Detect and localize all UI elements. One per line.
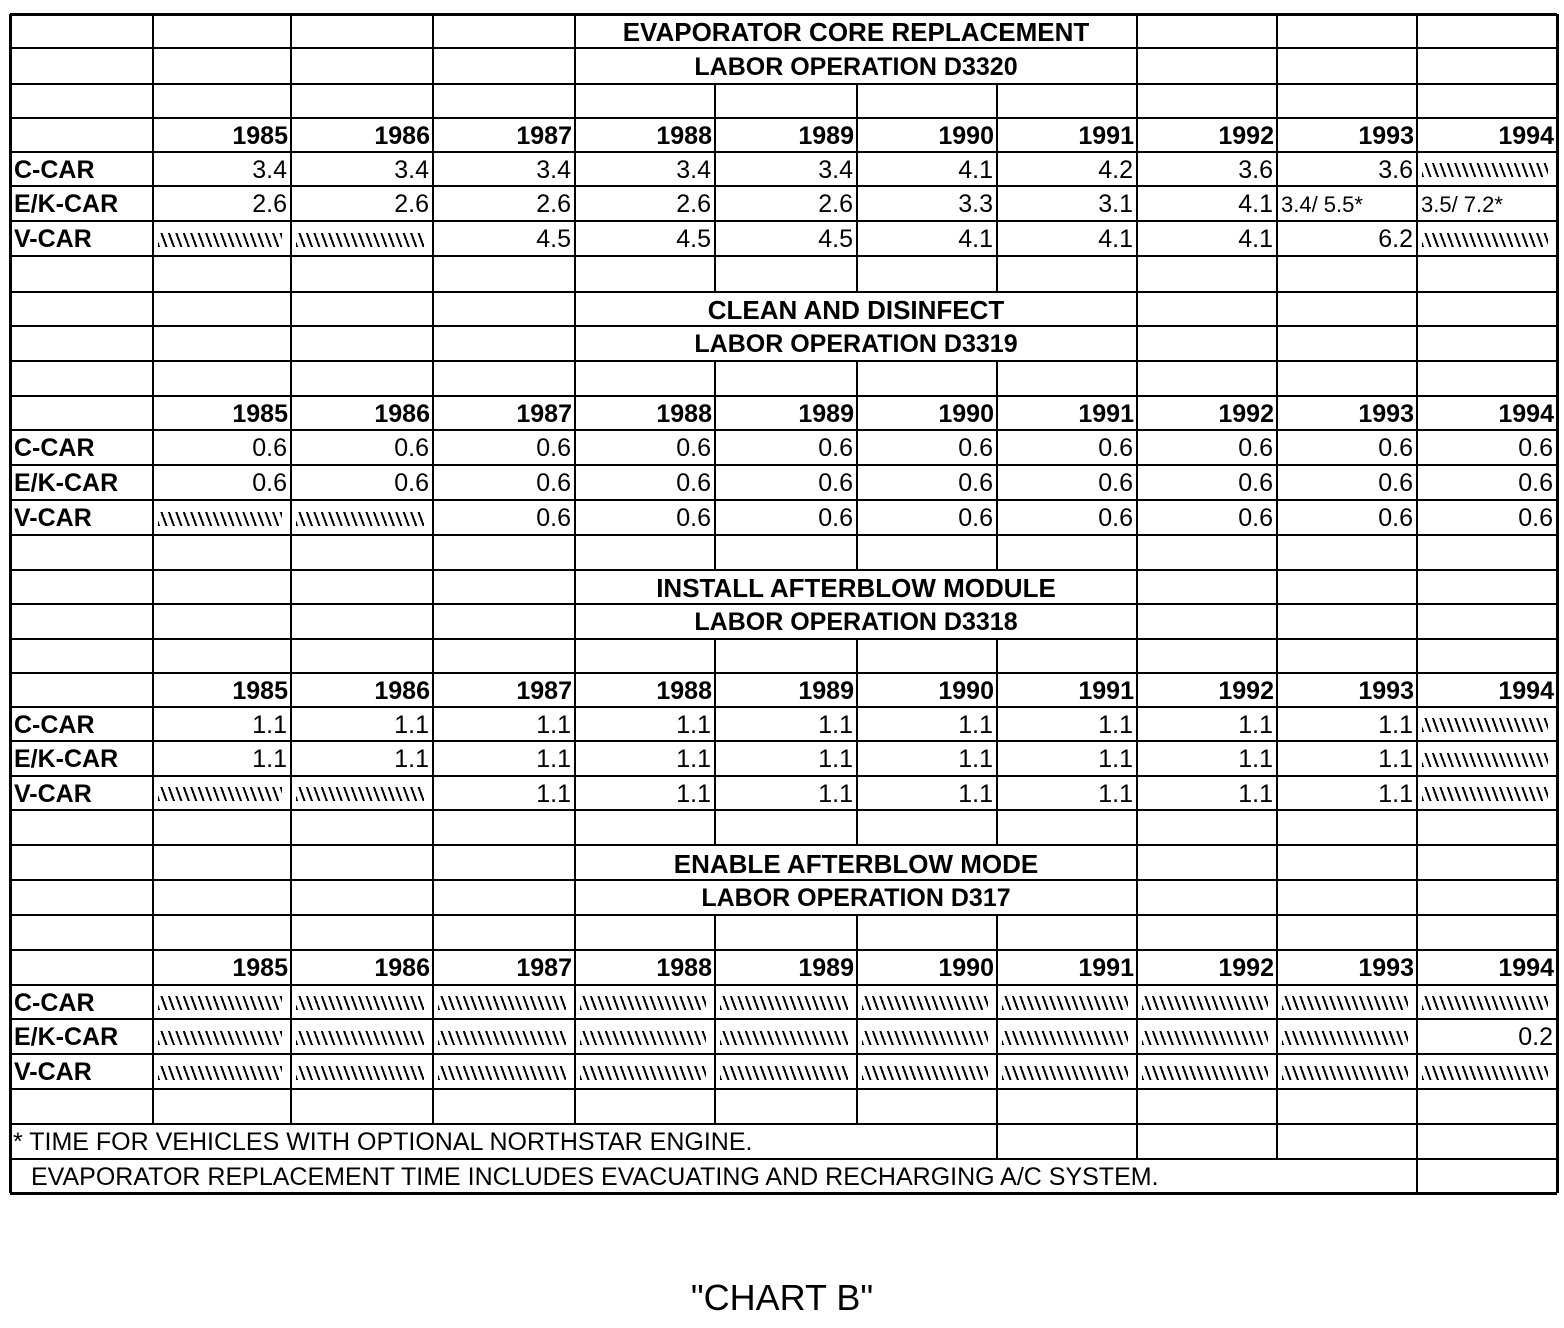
grid-line: [10, 325, 1557, 327]
grid-line: [10, 47, 1557, 49]
year-header: 1985: [232, 400, 288, 428]
year-header: 1988: [656, 400, 712, 428]
labor-time-value: 1.1: [1378, 780, 1413, 808]
grid-line: [1416, 84, 1418, 292]
not-applicable-hatch: [158, 787, 282, 801]
row-label: V-CAR: [14, 1058, 92, 1086]
not-applicable-hatch: [1422, 163, 1548, 177]
not-applicable-hatch: [720, 1066, 848, 1080]
labor-time-value: 0.6: [1378, 469, 1413, 497]
grid-line: [10, 1088, 1557, 1090]
labor-time-value: 0.6: [676, 434, 711, 462]
grid-line: [152, 639, 154, 845]
not-applicable-hatch: [1002, 1031, 1128, 1045]
grid-line: [856, 361, 858, 570]
footnote-evaporator: EVAPORATOR REPLACEMENT TIME INCLUDES EVACUATING AND RECHARGING A/C SYSTEM.: [31, 1163, 1159, 1191]
labor-time-value: 1.1: [676, 745, 711, 773]
grid-line: [10, 360, 1557, 362]
section-subtitle: LABOR OPERATION D3320: [694, 53, 1018, 81]
labor-time-value: 1.1: [1378, 745, 1413, 773]
year-header: 1987: [516, 400, 572, 428]
not-applicable-hatch: [296, 512, 424, 526]
grid-line: [432, 845, 434, 915]
not-applicable-hatch: [1142, 996, 1268, 1010]
not-applicable-hatch: [438, 1066, 566, 1080]
not-applicable-hatch: [296, 1066, 424, 1080]
labor-time-value: 1.1: [1098, 745, 1133, 773]
labor-time-value: 0.6: [1098, 504, 1133, 532]
labor-time-value: 0.6: [676, 504, 711, 532]
not-applicable-hatch: [1282, 1031, 1408, 1045]
year-header: 1993: [1358, 954, 1414, 982]
grid-line: [10, 603, 1557, 605]
grid-line: [290, 639, 292, 845]
labor-time-value: 4.5: [536, 225, 571, 253]
section-subtitle: LABOR OPERATION D317: [701, 884, 1011, 912]
labor-time-value: 3.4: [394, 156, 429, 184]
grid-line: [432, 570, 434, 639]
grid-line: [996, 1124, 998, 1159]
grid-line: [1276, 845, 1278, 915]
labor-time-value: 0.6: [252, 469, 287, 497]
grid-line: [714, 915, 716, 1124]
year-header: 1985: [232, 954, 288, 982]
row-label: C-CAR: [14, 434, 95, 462]
labor-time-value: 2.6: [394, 190, 429, 218]
year-header: 1991: [1078, 122, 1134, 150]
year-header: 1991: [1078, 954, 1134, 982]
not-applicable-hatch: [1282, 1066, 1408, 1080]
labor-time-value: 0.6: [1378, 434, 1413, 462]
not-applicable-hatch: [438, 996, 566, 1010]
not-applicable-hatch: [1142, 1031, 1268, 1045]
section-title: INSTALL AFTERBLOW MODULE: [656, 573, 1056, 603]
not-applicable-hatch: [1422, 753, 1548, 767]
labor-time-value: 1.1: [252, 711, 287, 739]
not-applicable-hatch: [1422, 233, 1548, 247]
grid-line: [996, 915, 998, 1124]
grid-line: [10, 1123, 1557, 1125]
grid-line: [1276, 361, 1278, 570]
labor-time-value: 0.6: [394, 469, 429, 497]
row-label: C-CAR: [14, 711, 95, 739]
grid-line: [10, 914, 1557, 916]
labor-time-value: 0.6: [1378, 504, 1413, 532]
grid-line: [574, 915, 576, 1124]
grid-line: [10, 395, 1557, 397]
labor-time-value: 4.5: [676, 225, 711, 253]
labor-time-value: 1.1: [676, 711, 711, 739]
labor-time-value: 1.1: [676, 780, 711, 808]
not-applicable-hatch: [580, 1066, 706, 1080]
grid-line: [1276, 84, 1278, 292]
grid-line: [714, 84, 716, 292]
year-header: 1991: [1078, 677, 1134, 705]
grid-line: [152, 84, 154, 292]
labor-time-value: 0.2: [1518, 1023, 1553, 1051]
year-header: 1986: [374, 677, 430, 705]
labor-time-value: 0.6: [1238, 434, 1273, 462]
labor-time-value: 3.6: [1238, 156, 1273, 184]
labor-time-value: 1.1: [818, 780, 853, 808]
labor-time-value: 1.1: [536, 745, 571, 773]
labor-time-value: 0.6: [1518, 504, 1553, 532]
grid-line: [574, 84, 576, 292]
grid-line: [9, 14, 12, 1193]
not-applicable-hatch: [158, 233, 282, 247]
year-header: 1990: [938, 677, 994, 705]
grid-line: [10, 13, 1557, 16]
grid-line: [1136, 1124, 1138, 1159]
not-applicable-hatch: [438, 1031, 566, 1045]
row-label: E/K-CAR: [14, 190, 119, 218]
labor-time-value: 0.6: [818, 504, 853, 532]
chart-caption: "CHART B": [690, 1277, 874, 1318]
grid-line: [1276, 915, 1278, 1124]
grid-line: [1416, 292, 1418, 361]
grid-line: [10, 1192, 1557, 1195]
grid-line: [152, 292, 154, 361]
grid-line: [1276, 14, 1278, 84]
grid-line: [10, 984, 1557, 986]
grid-line: [152, 14, 154, 84]
grid-line: [10, 775, 1557, 777]
grid-line: [10, 1053, 1557, 1055]
labor-time-value: 0.6: [1098, 434, 1133, 462]
grid-line: [10, 569, 1557, 571]
grid-line: [856, 915, 858, 1124]
labor-time-value: 1.1: [818, 711, 853, 739]
not-applicable-hatch: [1282, 996, 1408, 1010]
grid-line: [714, 639, 716, 845]
year-header: 1988: [656, 677, 712, 705]
labor-time-value: 0.6: [536, 434, 571, 462]
labor-time-value: 2.6: [818, 190, 853, 218]
year-header: 1985: [232, 677, 288, 705]
grid-line: [432, 292, 434, 361]
grid-line: [1276, 1124, 1278, 1159]
grid-line: [10, 1018, 1557, 1020]
grid-line: [10, 185, 1557, 187]
not-applicable-hatch: [580, 1031, 706, 1045]
grid-line: [10, 464, 1557, 466]
labor-time-value: 0.6: [1098, 469, 1133, 497]
footnote-northstar: * TIME FOR VEHICLES WITH OPTIONAL NORTHSTAR ENGINE.: [13, 1128, 753, 1156]
labor-time-value: 3.4: [818, 156, 853, 184]
grid-line: [290, 292, 292, 361]
grid-line: [10, 83, 1557, 85]
labor-time-value: 0.6: [818, 434, 853, 462]
grid-line: [10, 255, 1557, 257]
grid-line: [574, 639, 576, 845]
grid-line: [856, 639, 858, 845]
grid-line: [1136, 639, 1138, 845]
grid-line: [1276, 639, 1278, 845]
not-applicable-hatch: [862, 1031, 988, 1045]
not-applicable-hatch: [720, 1031, 848, 1045]
grid-line: [432, 915, 434, 1124]
grid-line: [1416, 1124, 1418, 1159]
section-subtitle: LABOR OPERATION D3318: [694, 608, 1018, 636]
grid-line: [574, 361, 576, 570]
year-header: 1991: [1078, 400, 1134, 428]
not-applicable-hatch: [1422, 787, 1548, 801]
year-header: 1993: [1358, 122, 1414, 150]
year-header: 1989: [798, 954, 854, 982]
grid-line: [1136, 84, 1138, 292]
not-applicable-hatch: [296, 233, 424, 247]
grid-line: [1416, 1159, 1418, 1193]
labor-time-value: 4.1: [1098, 225, 1133, 253]
labor-time-value: 1.1: [394, 711, 429, 739]
grid-line: [10, 534, 1557, 536]
not-applicable-hatch: [862, 996, 988, 1010]
row-label: E/K-CAR: [14, 469, 119, 497]
grid-line: [10, 220, 1557, 222]
labor-time-value: 4.1: [1238, 190, 1273, 218]
row-label: E/K-CAR: [14, 1023, 119, 1051]
grid-line: [10, 638, 1557, 640]
year-header: 1992: [1218, 954, 1274, 982]
labor-time-value: 1.1: [958, 711, 993, 739]
labor-time-value: 0.6: [1238, 469, 1273, 497]
grid-line: [1416, 915, 1418, 1124]
grid-line: [1416, 845, 1418, 915]
not-applicable-hatch: [720, 996, 848, 1010]
labor-time-value: 0.6: [536, 469, 571, 497]
not-applicable-hatch: [158, 1031, 282, 1045]
grid-line: [856, 84, 858, 292]
section-subtitle: LABOR OPERATION D3319: [694, 330, 1018, 358]
grid-line: [432, 84, 434, 292]
labor-time-value: 0.6: [676, 469, 711, 497]
grid-line: [152, 915, 154, 1124]
grid-line: [10, 740, 1557, 742]
grid-line: [996, 361, 998, 570]
labor-time-value: 3.3: [958, 190, 993, 218]
labor-time-value: 0.6: [958, 434, 993, 462]
not-applicable-hatch: [580, 996, 706, 1010]
labor-time-value: 3.4: [252, 156, 287, 184]
year-header: 1987: [516, 122, 572, 150]
year-header: 1985: [232, 122, 288, 150]
row-label: C-CAR: [14, 156, 95, 184]
grid-line: [1276, 292, 1278, 361]
labor-time-value: 1.1: [536, 711, 571, 739]
grid-line: [1136, 915, 1138, 1124]
grid-line: [10, 429, 1557, 431]
labor-time-value: 0.6: [1518, 469, 1553, 497]
grid-line: [152, 361, 154, 570]
year-header: 1986: [374, 122, 430, 150]
not-applicable-hatch: [1422, 718, 1548, 732]
row-label: V-CAR: [14, 780, 92, 808]
not-applicable-hatch: [296, 787, 424, 801]
year-header: 1994: [1498, 122, 1554, 150]
grid-line: [10, 291, 1557, 293]
labor-time-value: 1.1: [818, 745, 853, 773]
grid-line: [10, 499, 1557, 501]
grid-line: [152, 570, 154, 639]
row-label: C-CAR: [14, 989, 95, 1017]
year-header: 1992: [1218, 122, 1274, 150]
grid-line: [290, 915, 292, 1124]
grid-line: [1556, 14, 1559, 1193]
grid-line: [290, 845, 292, 915]
labor-time-value: 3.5/ 7.2*: [1421, 192, 1503, 217]
labor-time-value: 1.1: [1098, 711, 1133, 739]
not-applicable-hatch: [158, 1066, 282, 1080]
grid-line: [1416, 14, 1418, 84]
labor-time-value: 0.6: [1518, 434, 1553, 462]
year-header: 1990: [938, 122, 994, 150]
year-header: 1994: [1498, 677, 1554, 705]
grid-line: [996, 84, 998, 292]
row-label: V-CAR: [14, 225, 92, 253]
grid-line: [10, 151, 1557, 153]
grid-line: [432, 14, 434, 84]
year-header: 1987: [516, 954, 572, 982]
labor-time-value: 4.1: [1238, 225, 1273, 253]
grid-line: [432, 639, 434, 845]
not-applicable-hatch: [296, 1031, 424, 1045]
grid-line: [996, 639, 998, 845]
year-header: 1988: [656, 122, 712, 150]
labor-time-value: 0.6: [958, 504, 993, 532]
labor-time-value: 6.2: [1378, 225, 1413, 253]
labor-time-value: 1.1: [394, 745, 429, 773]
labor-time-value: 3.1: [1098, 190, 1133, 218]
year-header: 1994: [1498, 400, 1554, 428]
labor-time-value: 1.1: [958, 745, 993, 773]
year-header: 1987: [516, 677, 572, 705]
grid-line: [290, 361, 292, 570]
row-label: V-CAR: [14, 504, 92, 532]
labor-time-value: 0.6: [536, 504, 571, 532]
year-header: 1993: [1358, 677, 1414, 705]
labor-time-value: 0.6: [818, 469, 853, 497]
labor-time-value: 3.4/ 5.5*: [1281, 192, 1363, 217]
grid-line: [1276, 570, 1278, 639]
year-header: 1993: [1358, 400, 1414, 428]
labor-time-value: 0.6: [958, 469, 993, 497]
labor-time-value: 4.1: [958, 225, 993, 253]
labor-time-value: 2.6: [676, 190, 711, 218]
year-header: 1986: [374, 400, 430, 428]
labor-time-value: 4.1: [958, 156, 993, 184]
year-header: 1994: [1498, 954, 1554, 982]
grid-line: [152, 845, 154, 915]
grid-line: [1416, 570, 1418, 639]
grid-line: [10, 809, 1557, 811]
grid-line: [1136, 361, 1138, 570]
year-header: 1989: [798, 400, 854, 428]
year-header: 1989: [798, 122, 854, 150]
year-header: 1992: [1218, 677, 1274, 705]
grid-line: [290, 570, 292, 639]
not-applicable-hatch: [1422, 1066, 1548, 1080]
year-header: 1990: [938, 954, 994, 982]
grid-line: [10, 1158, 1557, 1160]
labor-time-value: 2.6: [252, 190, 287, 218]
not-applicable-hatch: [1002, 996, 1128, 1010]
labor-time-value: 0.6: [394, 434, 429, 462]
labor-time-value: 1.1: [536, 780, 571, 808]
labor-time-value: 3.4: [676, 156, 711, 184]
section-title: ENABLE AFTERBLOW MODE: [673, 849, 1039, 879]
labor-time-value: 3.4: [536, 156, 571, 184]
year-header: 1989: [798, 677, 854, 705]
labor-time-value: 1.1: [1238, 711, 1273, 739]
not-applicable-hatch: [1002, 1066, 1128, 1080]
labor-time-value: 1.1: [1238, 780, 1273, 808]
grid-line: [1416, 361, 1418, 570]
grid-line: [290, 84, 292, 292]
grid-line: [10, 879, 1557, 881]
grid-line: [714, 361, 716, 570]
not-applicable-hatch: [158, 996, 282, 1010]
row-label: E/K-CAR: [14, 745, 119, 773]
grid-line: [10, 706, 1557, 708]
labor-time-value: 0.6: [1238, 504, 1273, 532]
not-applicable-hatch: [1142, 1066, 1268, 1080]
grid-line: [10, 117, 1557, 119]
grid-line: [10, 949, 1557, 951]
labor-time-value: 1.1: [1378, 711, 1413, 739]
grid-line: [10, 672, 1557, 674]
not-applicable-hatch: [296, 996, 424, 1010]
grid-line: [432, 361, 434, 570]
not-applicable-hatch: [158, 512, 282, 526]
grid-line: [1416, 639, 1418, 845]
labor-time-value: 1.1: [1098, 780, 1133, 808]
year-header: 1988: [656, 954, 712, 982]
labor-time-value: 1.1: [958, 780, 993, 808]
labor-time-value: 2.6: [536, 190, 571, 218]
labor-time-value: 4.5: [818, 225, 853, 253]
section-title: CLEAN AND DISINFECT: [707, 295, 1005, 325]
not-applicable-hatch: [862, 1066, 988, 1080]
labor-time-value: 0.6: [252, 434, 287, 462]
grid-line: [290, 14, 292, 84]
labor-time-value: 3.6: [1378, 156, 1413, 184]
not-applicable-hatch: [1422, 996, 1548, 1010]
labor-time-value: 1.1: [1238, 745, 1273, 773]
section-title: EVAPORATOR CORE REPLACEMENT: [622, 17, 1090, 47]
labor-time-value: 1.1: [252, 745, 287, 773]
year-header: 1990: [938, 400, 994, 428]
labor-time-value: 4.2: [1098, 156, 1133, 184]
year-header: 1992: [1218, 400, 1274, 428]
grid-line: [10, 844, 1557, 846]
year-header: 1986: [374, 954, 430, 982]
